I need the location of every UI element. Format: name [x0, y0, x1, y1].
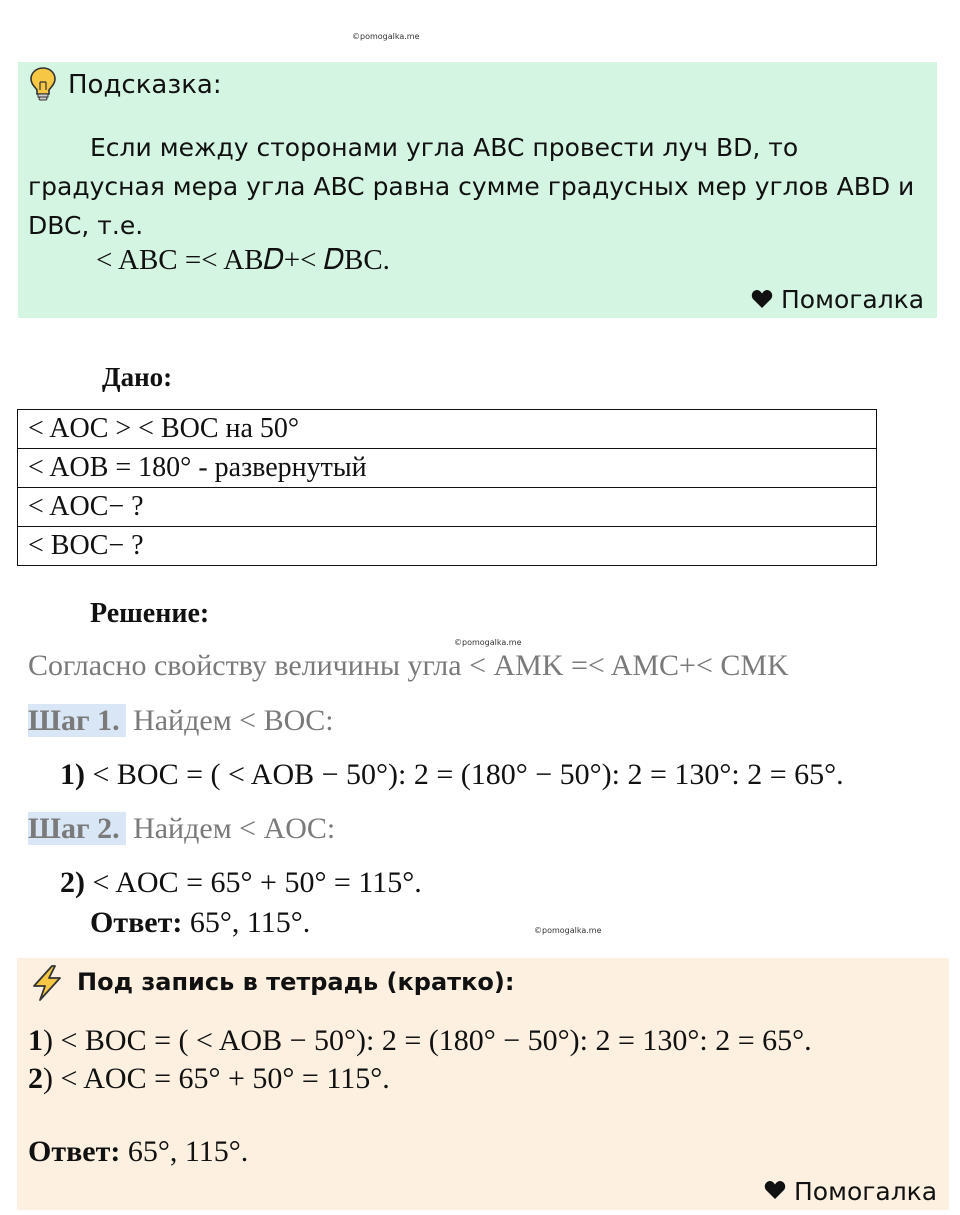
- hint-title: Подсказка:: [68, 70, 222, 100]
- step-label: Шаг 2.: [28, 812, 126, 845]
- notebook-line-1: [28, 1024, 812, 1058]
- step-1: [28, 704, 334, 738]
- step-label: Шаг 1.: [28, 704, 126, 737]
- hint-text-line: Если между сторонами угла ABC провести луч BD, то: [90, 133, 799, 162]
- given-row: < AOC− ?: [18, 488, 877, 527]
- heart-icon: [751, 289, 773, 309]
- answer-text: 65°, 115°.: [182, 906, 311, 939]
- step-text: Найдем < BOC:: [125, 704, 334, 737]
- answer-label: Ответ:: [90, 906, 183, 939]
- notebook-line-2: [28, 1062, 390, 1096]
- line-text: ) < AOC = 65° + 50° = 115°.: [43, 1062, 390, 1095]
- lightbulb-icon: [28, 66, 58, 102]
- brand-label: Помогалка: [794, 1177, 938, 1206]
- given-table: [17, 409, 877, 566]
- notebook-title: Под запись в тетрадь (кратко):: [77, 968, 515, 996]
- watermark: ©pomogalka.me: [534, 926, 602, 935]
- property-text: Согласно свойству величины угла < AMK =< AMC+< CMK: [28, 649, 789, 682]
- calc-2: [60, 866, 422, 900]
- watermark: ©pomogalka.me: [352, 32, 420, 41]
- calc-number: 1): [60, 758, 85, 791]
- hint-text-line: DBC, т.е.: [28, 211, 144, 240]
- line-text: ) < BOC = ( < AOB − 50°): 2 = (180° − 50°): 2 = 130°: 2 = 65°.: [43, 1024, 812, 1057]
- given-row: < BOC− ?: [18, 527, 877, 566]
- given-row: < AOC > < BOC на 50°: [18, 410, 877, 449]
- hint-formula: < ABC =< AB𝐷+< 𝐷BC.: [96, 244, 390, 276]
- answer-label: Ответ:: [28, 1135, 121, 1168]
- brand-label: Помогалка: [781, 285, 925, 314]
- line-number: 2: [28, 1062, 43, 1095]
- lightning-icon: [28, 964, 66, 1002]
- step-text: Найдем < AOC:: [125, 812, 336, 845]
- calc-1: [60, 758, 844, 792]
- calc-text: < AOC = 65° + 50° = 115°.: [85, 866, 422, 899]
- calc-number: 2): [60, 866, 85, 899]
- given-row: < AOB = 180° - развернутый: [18, 449, 877, 488]
- heart-icon: [764, 1180, 786, 1200]
- step-2: [28, 812, 335, 846]
- answer-line: [90, 906, 310, 940]
- line-number: 1: [28, 1024, 43, 1057]
- answer-text: 65°, 115°.: [120, 1135, 249, 1168]
- notebook-answer: [28, 1135, 248, 1169]
- calc-text: < BOC = ( < AOB − 50°): 2 = (180° − 50°): 2 = 130°: 2 = 65°.: [85, 758, 844, 791]
- given-title: Дано:: [102, 362, 173, 392]
- hint-text: [28, 128, 928, 245]
- solution-title: Решение:: [90, 598, 210, 629]
- watermark: ©pomogalka.me: [454, 638, 522, 647]
- hint-text-line: градусная мера угла ABC равна сумме градусных мер углов ABD и: [28, 172, 915, 201]
